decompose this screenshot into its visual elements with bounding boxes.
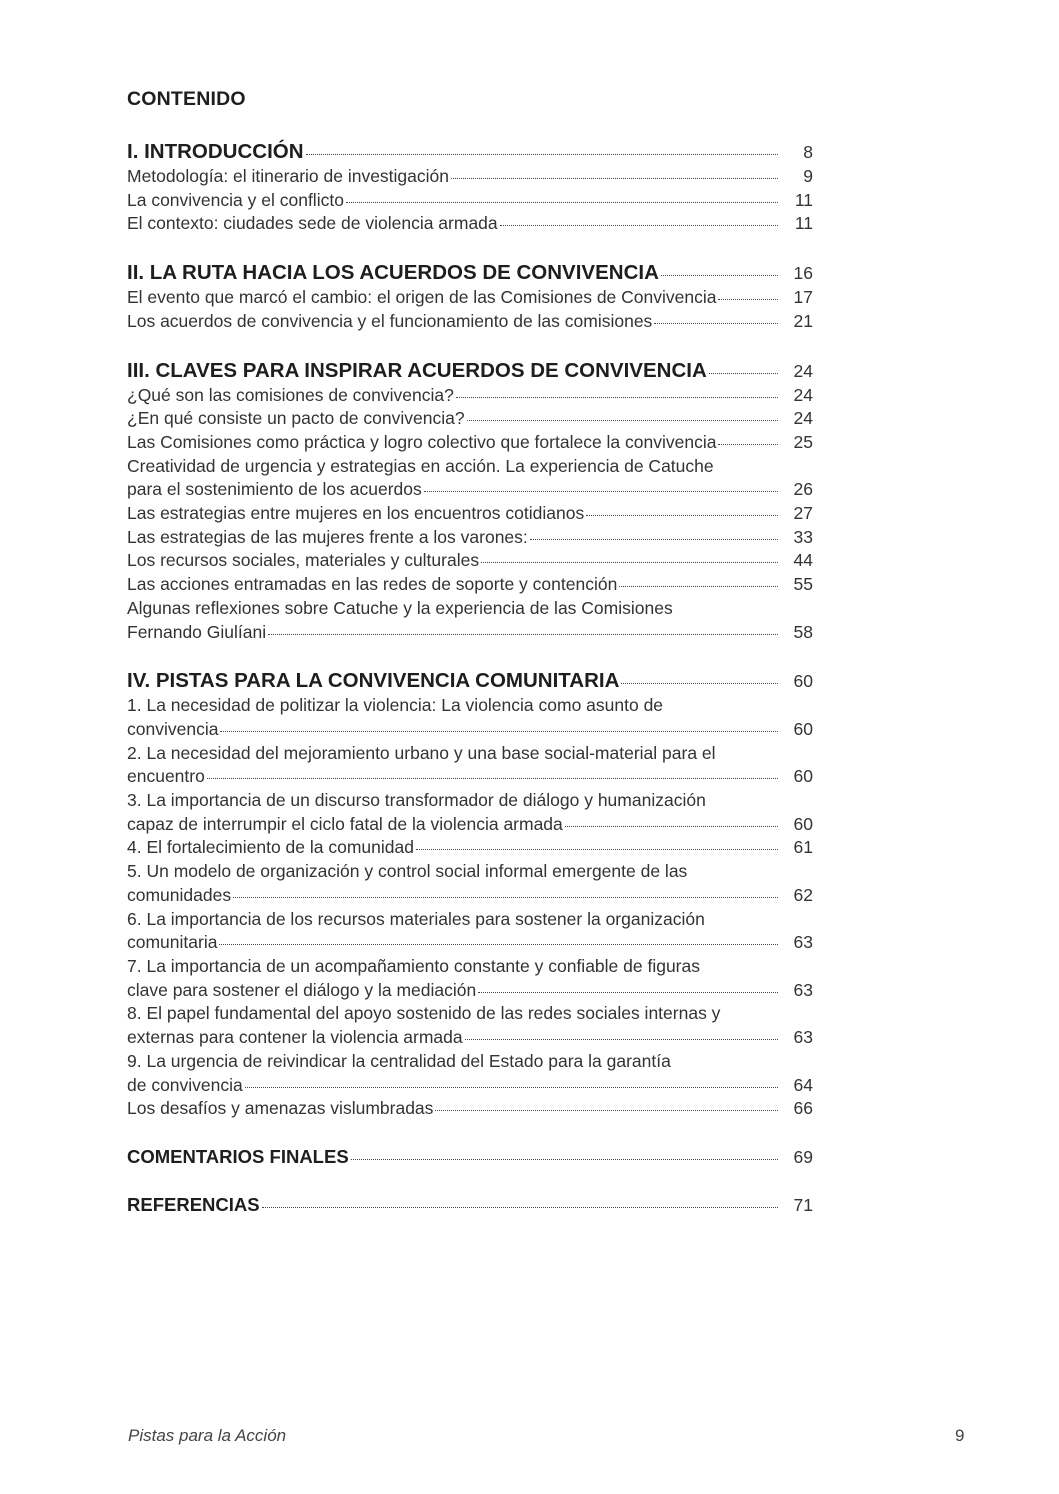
- toc-section: [127, 260, 813, 333]
- dot-leader: [245, 1087, 778, 1088]
- dot-leader: [306, 154, 778, 155]
- toc-entry-label: Metodología: el itinerario de investigación: [127, 166, 449, 186]
- toc-entry: [127, 979, 813, 1003]
- dot-leader: [661, 275, 778, 276]
- toc-entry: [127, 165, 813, 189]
- toc-entry: [127, 765, 813, 789]
- toc-entry: [127, 718, 813, 742]
- toc-page-number: 24: [793, 408, 813, 429]
- toc-page-number: 21: [793, 310, 813, 331]
- toc-entry-label: encuentro: [127, 766, 205, 787]
- toc-entry-label: externas para contener la violencia armada: [127, 1027, 463, 1048]
- toc-entry-text: Algunas reflexiones sobre Catuche y la experiencia de las Comisiones: [127, 597, 673, 618]
- toc-entry-text: 9. La urgencia de reivindicar la centralidad del Estado para la garantía: [127, 1050, 671, 1071]
- dot-leader: [435, 1110, 778, 1111]
- toc-entry-label: Los acuerdos de convivencia y el funcionamiento de las comisiones: [127, 310, 653, 331]
- toc-page-number: 60: [793, 813, 813, 834]
- toc-page-number: 69: [793, 1146, 813, 1167]
- toc-section: [127, 668, 813, 1121]
- toc-chapter-entry: [127, 139, 813, 165]
- toc-entry-label: Las Comisiones como práctica y logro colectivo que fortalece la convivencia: [127, 431, 717, 452]
- toc-entry: [127, 189, 813, 213]
- dot-leader: [262, 1207, 778, 1208]
- toc-page-number: 60: [793, 718, 813, 739]
- toc-entry: [127, 502, 813, 526]
- toc-chapter-entry: [127, 668, 813, 694]
- dot-leader: [619, 586, 778, 587]
- toc-entry-text: 3. La importancia de un discurso transformador de diálogo y humanización: [127, 790, 706, 811]
- dot-leader: [565, 826, 778, 827]
- toc-entry-label: I. INTRODUCCIÓN: [127, 140, 304, 163]
- toc-page-number: 62: [793, 884, 813, 905]
- toc-entry-label: Las estrategias entre mujeres en los encuentros cotidianos: [127, 503, 585, 524]
- dot-leader: [233, 897, 778, 898]
- toc-page-number: 9: [803, 166, 813, 186]
- toc-entry-label: Fernando Giulíani: [127, 621, 267, 642]
- toc-entry-label: Los desafíos y amenazas vislumbradas: [127, 1098, 434, 1119]
- dot-leader: [709, 373, 778, 374]
- toc-entry-label: III. CLAVES PARA INSPIRAR ACUERDOS DE CONVIVENCIA: [127, 358, 707, 382]
- toc-page-number: 44: [793, 550, 813, 571]
- toc-entry-label: de convivencia: [127, 1074, 243, 1095]
- toc-page-number: 66: [793, 1098, 813, 1119]
- toc-section: [127, 139, 813, 236]
- toc-entry: [127, 212, 813, 236]
- toc-entry-label: clave para sostener el diálogo y la mediación: [127, 979, 477, 1000]
- toc-chapter-entry: [127, 1145, 813, 1169]
- toc-entry-label: El contexto: ciudades sede de violencia armada: [127, 213, 498, 234]
- toc-chapter-entry: [127, 260, 813, 286]
- toc-entry-label: REFERENCIAS: [127, 1193, 260, 1215]
- toc-page-number: 16: [793, 263, 813, 284]
- toc-entry-label: convivencia: [127, 718, 219, 739]
- toc-page-number: 71: [793, 1194, 813, 1215]
- toc-entry-text: 8. El papel fundamental del apoyo sostenido de las redes sociales internas y: [127, 1003, 721, 1024]
- dot-leader: [500, 225, 778, 226]
- toc-page-number: 63: [793, 979, 813, 1000]
- toc-section: [127, 1145, 813, 1169]
- toc-entry: [127, 1074, 813, 1098]
- toc-page-number: 33: [793, 526, 813, 547]
- dot-leader: [654, 323, 778, 324]
- toc-entry-text: 7. La importancia de un acompañamiento constante y confiable de figuras: [127, 955, 700, 976]
- toc-entry: [127, 1026, 813, 1050]
- toc-entry-text: 1. La necesidad de politizar la violencia: La violencia como asunto de: [127, 695, 664, 716]
- toc-section: [127, 358, 813, 645]
- dot-leader: [530, 539, 778, 540]
- toc-page-number: 27: [793, 503, 813, 524]
- toc-page-number: 11: [794, 189, 813, 210]
- toc-entry: [127, 526, 813, 550]
- footer-publication-title: Pistas para la Acción: [128, 1426, 287, 1445]
- toc-page-number: 17: [793, 287, 813, 308]
- toc-entry: [127, 549, 813, 573]
- toc-entry-text: 5. Un modelo de organización y control social informal emergente de las: [127, 861, 688, 882]
- dot-leader: [219, 944, 778, 945]
- toc-page-number: 24: [793, 360, 813, 381]
- toc-entry: [127, 621, 813, 645]
- toc-entry-label: para el sostenimiento de los acuerdos: [127, 479, 422, 500]
- dot-leader: [416, 849, 778, 850]
- dot-leader: [586, 515, 778, 516]
- toc-page-number: 64: [793, 1074, 813, 1095]
- toc-entry-label: El evento que marcó el cambio: el origen de las Comisiones de Convivencia: [127, 287, 717, 308]
- toc-entry: [127, 286, 813, 310]
- toc-page-number: 63: [793, 932, 813, 953]
- toc-entry-label: comunitaria: [127, 932, 218, 953]
- toc-page-number: 58: [793, 621, 813, 642]
- dot-leader: [346, 202, 778, 203]
- toc-entry-label: ¿En qué consiste un pacto de convivencia?: [127, 408, 465, 429]
- toc-page-number: 11: [794, 213, 813, 234]
- dot-leader: [220, 731, 778, 732]
- toc-page-number: 61: [793, 837, 813, 858]
- toc-chapter-entry: [127, 358, 813, 384]
- toc-page-number: 8: [803, 142, 813, 162]
- toc-entry-label: 4. El fortalecimiento de la comunidad: [127, 837, 414, 858]
- dot-leader: [207, 778, 778, 779]
- toc-entry-label: II. LA RUTA HACIA LOS ACUERDOS DE CONVIVENCIA: [127, 261, 659, 285]
- toc-entry-label: comunidades: [127, 884, 232, 905]
- toc-section: [127, 1193, 813, 1217]
- toc-entry: [127, 431, 813, 455]
- toc-entry: [127, 836, 813, 860]
- toc-entry: [127, 573, 813, 597]
- toc-page-number: 63: [793, 1027, 813, 1048]
- dot-leader: [621, 683, 778, 684]
- dot-leader: [467, 420, 778, 421]
- toc-page-number: 25: [793, 431, 813, 452]
- toc-entry: [127, 407, 813, 431]
- toc-entry-label: capaz de interrumpir el ciclo fatal de la violencia armada: [127, 813, 563, 834]
- page-title: CONTENIDO: [127, 88, 246, 110]
- toc-page-number: 26: [793, 479, 813, 500]
- toc-entry-label: COMENTARIOS FINALES: [127, 1145, 349, 1167]
- toc-entry: [127, 384, 813, 408]
- toc-entry-label: La convivencia y el conflicto: [127, 189, 344, 210]
- toc-entry: [127, 884, 813, 908]
- toc-page-number: 60: [793, 766, 813, 787]
- toc-entry-label: Las estrategias de las mujeres frente a los varones:: [127, 526, 528, 547]
- dot-leader: [456, 397, 778, 398]
- dot-leader: [351, 1159, 778, 1160]
- toc-entry: [127, 931, 813, 955]
- table-of-contents: [127, 139, 813, 1241]
- toc-page-number: 55: [793, 574, 813, 595]
- toc-entry-label: IV. PISTAS PARA LA CONVIVENCIA COMUNITARIA: [127, 669, 620, 693]
- toc-entry: [127, 478, 813, 502]
- toc-chapter-entry: [127, 1193, 813, 1217]
- toc-entry-label: Los recursos sociales, materiales y culturales: [127, 550, 480, 571]
- dot-leader: [465, 1039, 778, 1040]
- dot-leader: [478, 992, 778, 993]
- toc-entry-text: Creatividad de urgencia y estrategias en acción. La experiencia de Catuche: [127, 455, 714, 476]
- toc-entry-label: Las acciones entramadas en las redes de soporte y contención: [127, 574, 618, 595]
- toc-page-number: 24: [793, 384, 813, 405]
- dot-leader: [718, 444, 778, 445]
- toc-entry: [127, 310, 813, 334]
- dot-leader: [424, 491, 778, 492]
- toc-entry: [127, 1097, 813, 1121]
- dot-leader: [481, 562, 778, 563]
- toc-entry-label: ¿Qué son las comisiones de convivencia?: [127, 384, 454, 405]
- dot-leader: [268, 634, 778, 635]
- toc-entry-text: 6. La importancia de los recursos materiales para sostener la organización: [127, 908, 705, 929]
- toc-entry: [127, 813, 813, 837]
- dot-leader: [451, 178, 778, 179]
- toc-page-number: 60: [793, 671, 813, 692]
- footer-page-number: 9: [955, 1426, 965, 1445]
- toc-entry-text: 2. La necesidad del mejoramiento urbano y una base social-material para el: [127, 742, 716, 763]
- dot-leader: [718, 299, 778, 300]
